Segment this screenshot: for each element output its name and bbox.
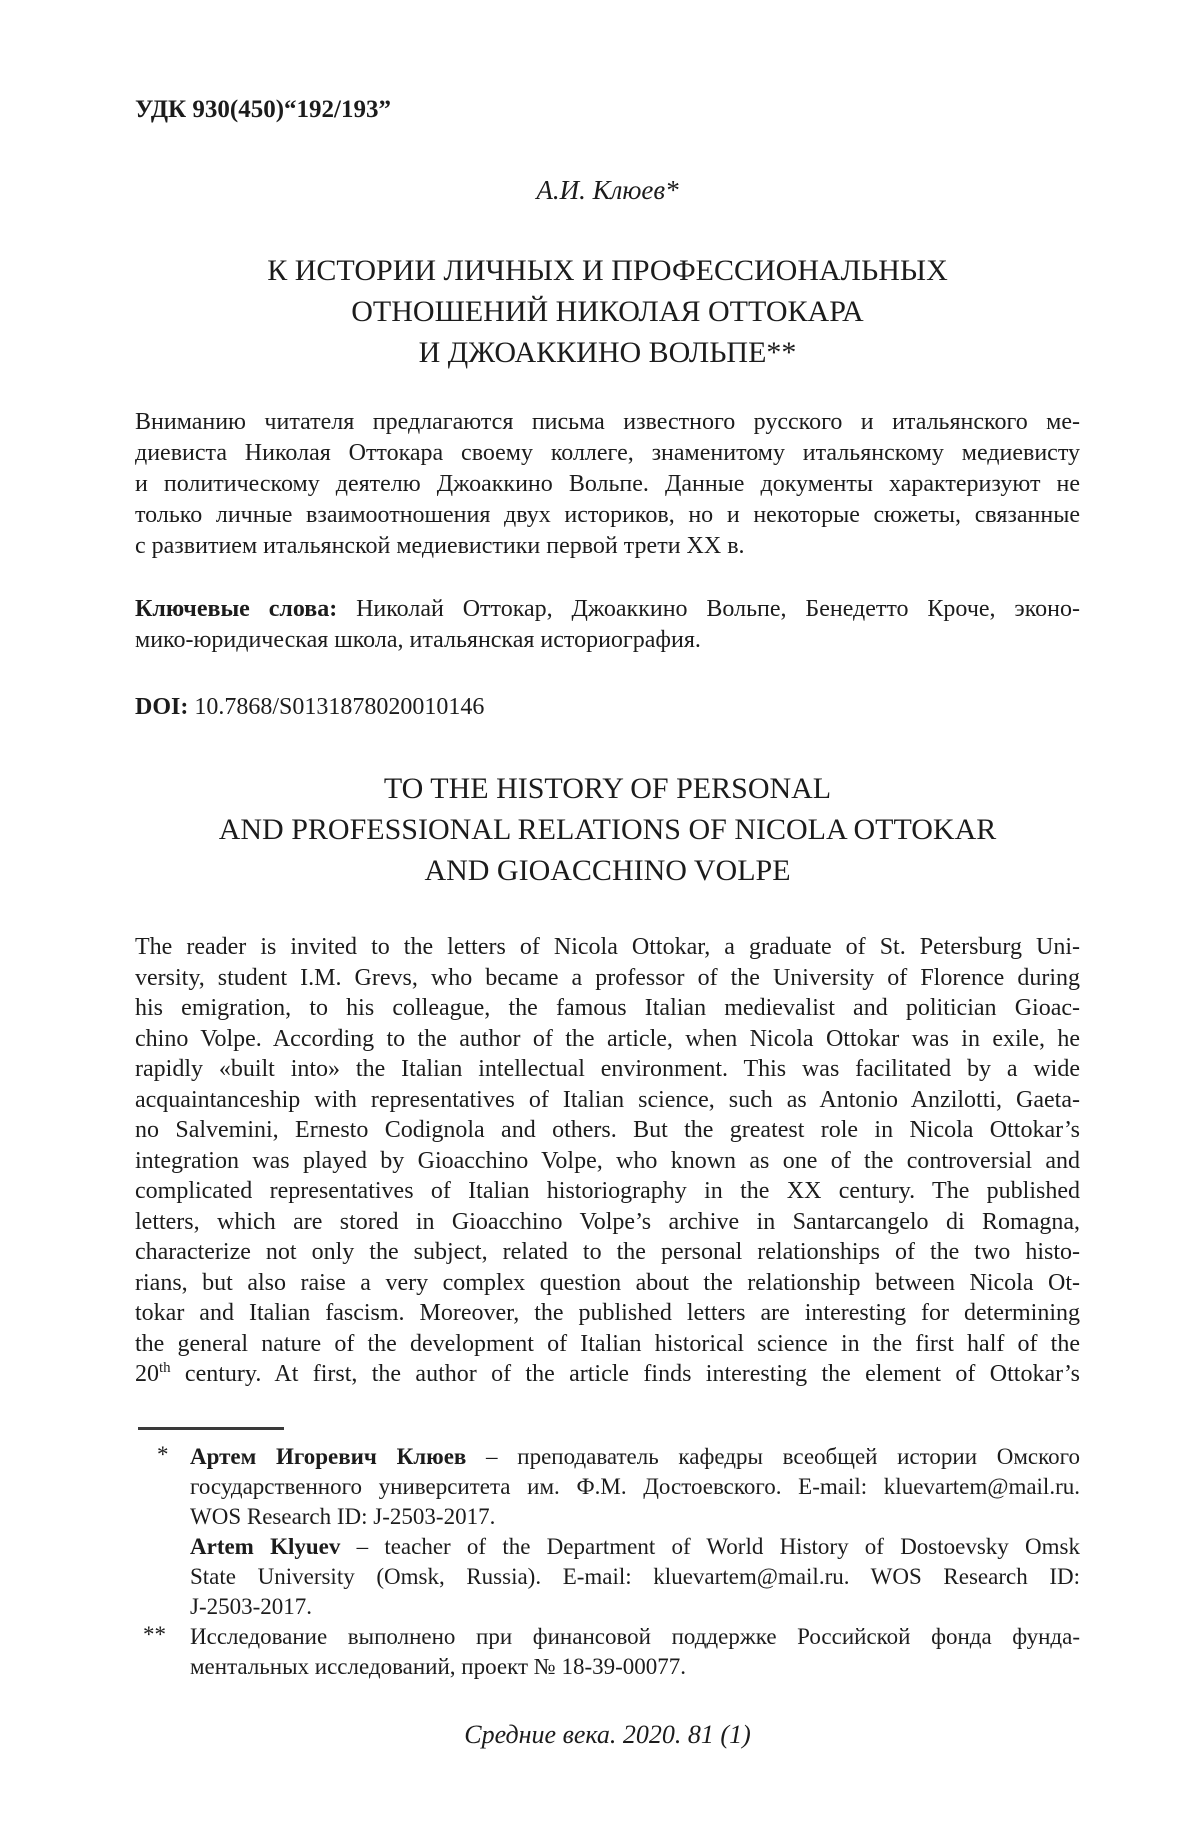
text-line: complicated representatives of Italian historiography in the XX century. The published [135, 1178, 1080, 1204]
keywords-line [135, 594, 1080, 625]
text-line: his emigration, to his colleague, the famous Italian medievalist and politician Gioac- [135, 995, 1080, 1021]
footnote-divider [138, 1427, 284, 1430]
footnote-author-ru [135, 1442, 1080, 1532]
footnote-line [190, 1442, 1080, 1472]
text-line: letters, which are stored in Gioacchino Volpe’s archive in Santarcangelo di Romagna, [135, 1208, 1080, 1235]
text-line: The reader is invited to the letters of Nicola Ottokar, a graduate of St. Petersburg Uni- [135, 934, 1080, 960]
footnote-author-name-en: Artem Klyuev [190, 1533, 341, 1559]
footnote-line: Исследование выполнено при финансовой поддержке Российской фонда фунда- [190, 1623, 1080, 1649]
footnote-text: – преподаватель кафедры всеобщей истории Омского [466, 1443, 1080, 1469]
text-line: AND GIOACCHINO VOLPE [424, 854, 791, 887]
text-line: AND PROFESSIONAL RELATIONS OF NICOLA OTTOKAR [218, 813, 997, 846]
page-content [135, 0, 1080, 1750]
keywords-label: Ключевые слова: [135, 596, 338, 622]
keywords-line: мико-юридическая школа, итальянская историография. [135, 627, 701, 653]
text-line: ОТНОШЕНИЙ НИКОЛАЯ ОТТОКАРА [351, 295, 864, 328]
text-line: acquaintanceship with representatives of Italian science, such as Antonio Anzilotti, Gaeta- [135, 1086, 1080, 1113]
text-line: versity, student I.M. Grevs, who became a professor of the University of Florence during [135, 964, 1080, 991]
text-line: no Salvemini, Ernesto Codignola and others. But the greatest role in Nicola Ottokar’s [135, 1117, 1080, 1143]
keywords-paragraph [135, 594, 1080, 656]
abstract-en-body [135, 932, 1080, 1359]
text-line: characterize not only the subject, related to the personal relationships of the two histo- [135, 1239, 1080, 1265]
text-line: the general nature of the development of Italian historical science in the first half of the [135, 1330, 1080, 1357]
footnote-marker-2: ** [143, 1621, 166, 1647]
footnote-line: ментальных исследований, проект № 18-39-00077. [190, 1653, 687, 1679]
footnote-line: WOS Research ID: J-2503-2017. [190, 1503, 496, 1529]
footnote-line [190, 1532, 1080, 1562]
footnote-line: J-2503-2017. [190, 1593, 313, 1619]
ordinal-superscript: th [159, 1360, 171, 1376]
doi-line [135, 692, 1080, 723]
text-line: К ИСТОРИИ ЛИЧНЫХ И ПРОФЕССИОНАЛЬНЫХ [267, 254, 948, 287]
footnote-marker-1: * [157, 1441, 169, 1467]
text-line: Вниманию читателя предлагаются письма известного русского и итальянского ме- [135, 409, 1080, 435]
doi-label: DOI: [135, 694, 189, 720]
text-line: tokar and Italian fascism. Moreover, the published letters are interesting for determining [135, 1300, 1080, 1326]
footnote-text: – teacher of the Department of World History of Dostoevsky Omsk [340, 1533, 1080, 1559]
abstract-en-text: 20 [135, 1361, 159, 1387]
footnote-funding [135, 1622, 1080, 1682]
abstract-ru [135, 407, 1080, 562]
text-line: и политическому деятелю Джоаккино Вольпе. Данные документы характеризуют не [135, 471, 1080, 497]
text-line: integration was played by Gioacchino Volpe, who known as one of the controversial and [135, 1147, 1080, 1174]
article-title-en [135, 768, 1080, 891]
text-line: rapidly «built into» the Italian intellectual environment. This was facilitated by a wide [135, 1056, 1080, 1082]
text-line: TO THE HISTORY OF PERSONAL [383, 772, 832, 805]
footnote-line: государственного университета им. Ф.М. Достоевского. E-mail: kluevartem@mail.ru. [190, 1473, 1080, 1499]
text-line: rians, but also raise a very complex question about the relationship between Nicola Ot- [135, 1269, 1080, 1296]
text-line: с развитием итальянской медиевистики первой трети XX в. [135, 533, 745, 559]
journal-footer: Средние века. 2020. 81 (1) [464, 1719, 751, 1749]
keywords-text: Николай Оттокар, Джоаккино Вольпе, Бенедетто Кроче, эконо- [337, 596, 1080, 622]
footnote-line: State University (Omsk, Russia). E-mail: kluevartem@mail.ru. WOS Research ID: [190, 1563, 1080, 1589]
footnote-author-name-ru: Артем Игоревич Клюев [190, 1443, 467, 1469]
author-name: А.И. Клюев* [536, 175, 679, 205]
text-line: chino Volpe. According to the author of the article, when Nicola Ottokar was in exile, he [135, 1025, 1080, 1052]
doi-value: 10.7868/S0131878020010146 [188, 694, 485, 720]
footnotes-section [135, 1442, 1080, 1682]
abstract-en-text: century. At first, the author of the article finds interesting the element of Ottokar’s [170, 1361, 1080, 1387]
abstract-en-last-line [135, 1359, 1080, 1390]
abstract-en [135, 932, 1080, 1390]
text-line: диевиста Николая Оттокара своему коллеге, знаменитому итальянскому медиевисту [135, 440, 1080, 466]
text-line: только личные взаимоотношения двух историков, но и некоторые сюжеты, связанные [135, 502, 1080, 528]
footnote-author-en [135, 1532, 1080, 1622]
udc-code: УДК 930(450)“192/193” [135, 96, 391, 123]
text-line: И ДЖОАККИНО ВОЛЬПЕ** [418, 336, 797, 369]
article-title-ru [135, 250, 1080, 373]
